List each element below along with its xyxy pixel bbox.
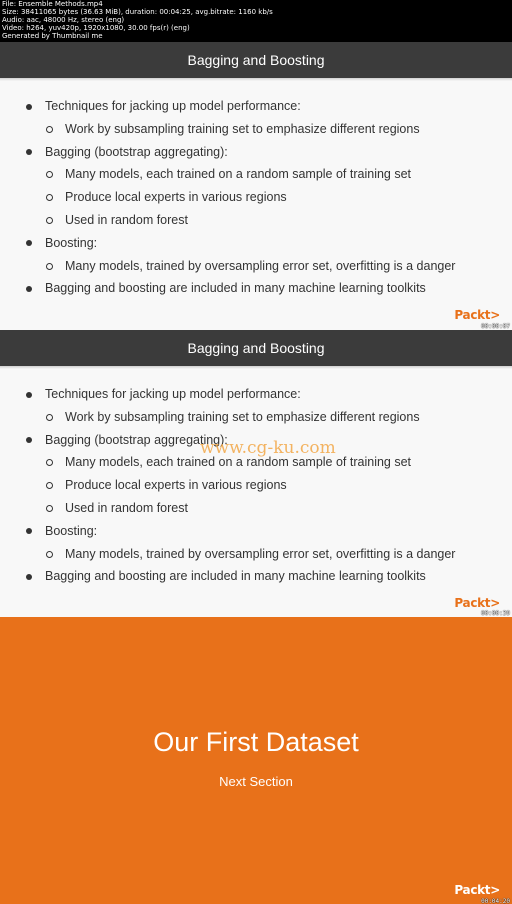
header-shadow [0,366,512,369]
bullet-item: Bagging (bootstrap aggregating): [0,141,512,164]
bullet-item: Techniques for jacking up model performance: [0,95,512,118]
file-info-line: Video: h264, yuv420p, 1920x1080, 30.00 fps(r) (eng) [2,24,190,32]
header-shadow [0,78,512,81]
packt-logo: Packt> [454,596,500,610]
bullet-item: Boosting: [0,232,512,255]
sub-bullet-item: Used in random forest [0,497,512,520]
sub-bullet-item: Many models, trained by oversampling error set, overfitting is a danger [0,255,512,278]
sub-bullet-item: Many models, trained by oversampling error set, overfitting is a danger [0,543,512,566]
sub-bullet-item: Many models, each trained on a random sample of training set [0,451,512,474]
file-info-line: Size: 38411065 bytes (36.63 MiB), duration: 00:04:25, avg.bitrate: 1160 kb/s [2,8,273,16]
sub-bullet-item: Produce local experts in various regions [0,474,512,497]
slide-title: Bagging and Boosting [187,340,325,356]
sub-bullet-item: Work by subsampling training set to emphasize different regions [0,406,512,429]
slide-thumbnail-3 [0,617,512,904]
watermark: www.cg-ku.com [200,438,336,458]
sub-bullet-item: Used in random forest [0,209,512,232]
section-subtitle: Next Section [219,774,293,789]
section-title: Our First Dataset [153,727,359,757]
timestamp: 00:00:07 [481,323,510,330]
timestamp: 00:00:39 [481,610,510,617]
file-info-line: Generated by Thumbnail me [2,32,103,40]
bullet-item: Techniques for jacking up model performance: [0,383,512,406]
bullet-list [0,95,512,300]
packt-logo: Packt> [454,883,500,897]
slide-thumbnail-1 [0,42,512,330]
bullet-list [0,383,512,588]
file-info-line: File: Ensemble Methods.mp4 [2,0,103,8]
sub-bullet-item: Produce local experts in various regions [0,186,512,209]
file-info-panel [0,0,512,42]
slide-thumbnail-2 [0,330,512,617]
bullet-item: Bagging and boosting are included in many machine learning toolkits [0,565,512,588]
slide-header [0,42,512,78]
slide-title: Bagging and Boosting [187,52,325,68]
slide-header [0,330,512,366]
sub-bullet-item: Many models, each trained on a random sample of training set [0,163,512,186]
bullet-item: Bagging (bootstrap aggregating): [0,429,512,452]
bullet-item: Boosting: [0,520,512,543]
sub-bullet-item: Work by subsampling training set to emphasize different regions [0,118,512,141]
bullet-item: Bagging and boosting are included in many machine learning toolkits [0,277,512,300]
packt-logo: Packt> [454,308,500,322]
timestamp: 00:04:20 [481,898,510,904]
file-info-line: Audio: aac, 48000 Hz, stereo (eng) [2,16,125,24]
